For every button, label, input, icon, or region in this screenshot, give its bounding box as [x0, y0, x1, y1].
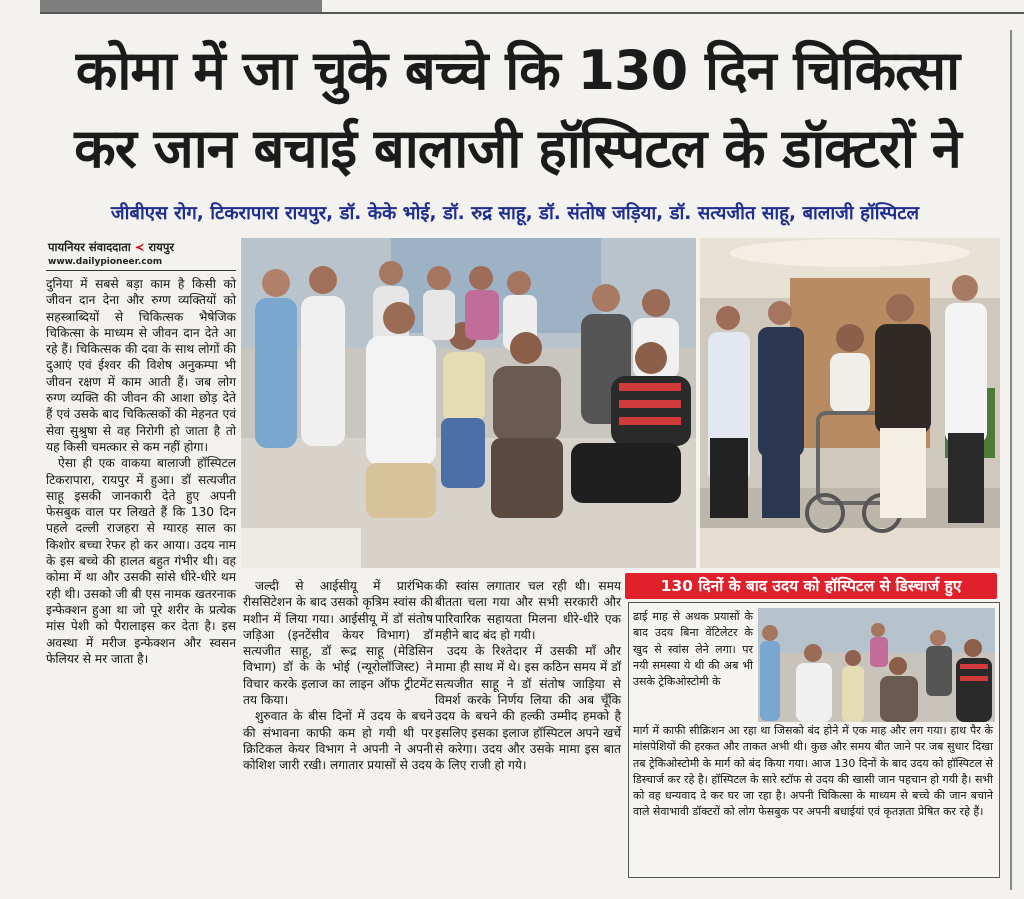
article-paragraph: ऐसा ही एक वाकया बालाजी हॉस्पिटल टिकरापारा, रायपुर में हुआ। डॉ सत्यजीत साहू इसकी जानकारी देते हुए अपनी फेसबुक वाल पर लिखते हैं कि 130 दिन पहले दल्ली राजहरा से ग्यारह साल का किशोर बच्चा रेफर हो कर आया। उदय नाम के इस बच्चे की हालत बहुत गंभीर थी। वह कोमा में था और उसकी सांसे धीरे-धीरे थम रही थी। उसको जी बी एस नामक खतरनाक इन्फेक्शन हुआ था जो पूरे शरीर के प्रत्येक मांस पेशी को पैरालाइस कर देता है। इस अवस्था में मरीज इन्फेक्शन और स्वसन फेलियर से मर जाता है।: [46, 456, 236, 666]
article-paragraph: दुनिया में सबसे बड़ा काम है किसी को जीवन दान देना और रुग्ण व्यक्तियों को सहस्त्राब्दियों से चिकित्सक भैषेजिक चिकित्सा के माध्यम से जीवन दान देते आ रहे हैं। चिकित्सक की दवा के साथ लोगों की दुआएं एवं ईश्वर की विशेष अनुकम्पा भी जीवन रक्षण में काम आती हैं। जब लोग रुग्ण व्यक्ति की जीवन की आशा छोड़ देते हैं एवं उसके बाद चिकित्सकों की मेहनत एवं सेवा सुश्रुषा से वह निरोगी हो जाता है तो यह किसी चमत्कार से कम नहीं होगा।: [46, 277, 236, 454]
article-paragraph: शुरुवात के बीस दिनों में उदय के बचने की संभावना काफी कम हो गयी थी पर क्रिटिकल केयर विभाग ने अपनी ने अपनी कोशिश जारी रखी। लगातार प्रयासों से उदय: [243, 709, 433, 773]
byline-arrow-icon: ≺: [134, 240, 145, 254]
article-column-2: [243, 578, 433, 774]
column-divider: [1010, 30, 1012, 890]
headline-line-2: कर जान बचाई बालाजी हॉस्पिटल के डॉक्टरों ने: [74, 117, 961, 180]
byline-city: रायपुर: [148, 240, 175, 254]
box-text-top: ढाई माह से अथक प्रयासों के बाद उदय बिना वेंटिलेटर के खुद से स्वांस लेने लगा। पर नयी समस्या ये थी की अब भी उसके ट्रेकिओस्टोमी के: [633, 610, 753, 689]
byline-agency: पायनियर संवाददाता: [48, 240, 131, 254]
inset-photo: [758, 608, 995, 722]
discharge-photo: [700, 238, 1000, 568]
group-photo: [241, 238, 696, 568]
byline: [48, 240, 174, 255]
byline-url: www.dailypioneer.com: [48, 257, 163, 267]
headline-line-1: कोमा में जा चुके बच्चे कि 130 दिन चिकित्सा: [75, 39, 960, 102]
article-paragraph: जल्दी से आईसीयू में प्रारंभिक रीससिटेशन के बाद उसको कृत्रिम स्वांस की मशीन में लिया गया। आईसीयू में डॉ संतोष जड़िआ (इनटेंसीव केयर विभाग) डॉ सत्यजीत साहू, डॉ रूद्र साहू (मेडिसिन विभाग) डॉ के के भोई (न्यूरोलॉजिस्ट) ने विचार करके इलाज का लाइन ऑफ ट्रीटमेंट तय किया।: [243, 579, 433, 708]
article-column-1: [46, 276, 236, 667]
article-paragraph: की स्वांस लगातार चल रही थी। समय बीतता चला गया और सभी सरकारी और पारिवारिक सहायता मिलना धीरे-धीरे एक महीने बाद बंद हो गयी।: [435, 579, 621, 642]
box-heading: [625, 573, 997, 599]
article-paragraph: उदय के रिश्तेदार में उसकी माँ और मामा ही साथ में थे। इस कठिन समय में डॉ सत्यजीत साहू ने डॉ संतोष जाड़िया से विमर्श करके निर्णय लिया की अब चूँकि उदय के बचने की हल्की उम्मीद हमको है इसलिए इसका इलाज हॉस्पिटल अपने खर्चे से करेगा। उदय और उसके मामा इस बात के लिए राजी हो गये।: [435, 644, 621, 773]
subheadline: जीबीएस रोग, टिकरापारा रायपुर, डॉ. केके भोई, डॉ. रुद्र साहू, डॉ. संतोष जड़िया, डॉ. सत्यजीत साहू, बालाजी हॉस्पिटल: [110, 203, 920, 224]
byline-rule: [46, 270, 236, 271]
top-rule: [40, 12, 1024, 14]
article-column-3: [435, 578, 621, 774]
box-text-bottom: मार्ग में काफी सीक्रिशन आ रहा था जिसको बंद होने में एक माह और लग गया। हाथ पैर के मांसपेशियों की हरकत और ताकत अभी थी। कुछ और समय बीत जाने पर जब सुधार दिखा तब ट्रेकिओस्टोमी के मार्ग को बंद किया गया। आज 130 दिनों के बाद उदय को हॉस्पिटल से डिस्चार्ज कर रहे है। हॉस्पिटल के सारे स्टॉफ से उदय की खासी जान पहचान हो गयी है। सभी को वह धन्यवाद दे कर घर जा रहा है। अपनी चिकित्सा के माध्यम से बच्चे की जान बचाने वाले सेवाभावी डॉक्टरों को लोग फेसबुक पर अपनी बधाईयां एवं कृतज्ञता प्रेषित कर रहे हैं।: [633, 724, 993, 819]
box-heading-text: 130 दिनों के बाद उदय को हॉस्पिटल से डिस्चार्ज हुए: [660, 577, 962, 595]
